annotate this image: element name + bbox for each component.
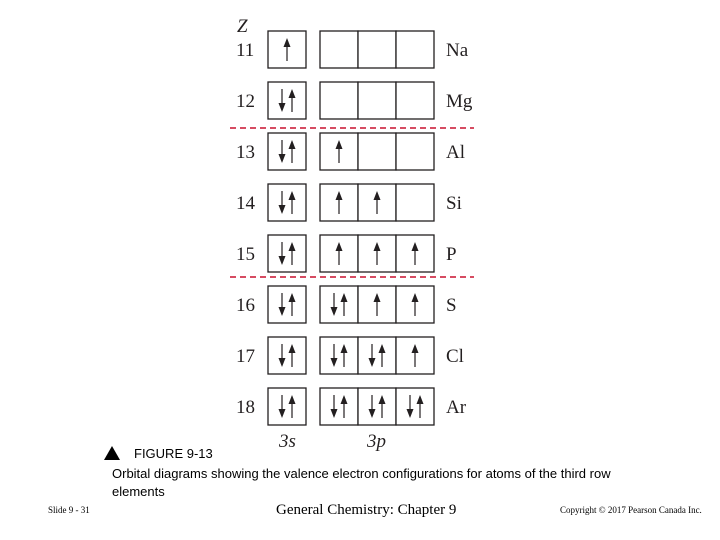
atomic-number: 12 (236, 91, 255, 112)
orbital-box-3p-3 (396, 133, 434, 170)
footer-title: General Chemistry: Chapter 9 (276, 502, 457, 518)
orbital-box-3p-1 (320, 388, 358, 425)
element-symbol: Mg (446, 91, 473, 112)
element-symbol: Al (446, 142, 465, 163)
element-row-si (236, 184, 462, 221)
orbital-label-3s: 3s (279, 431, 296, 452)
orbital-box-3p-3 (396, 184, 434, 221)
orbital-box-3p-2 (358, 82, 396, 119)
element-row-s (236, 286, 457, 323)
atomic-number: 18 (236, 397, 255, 418)
element-symbol: Cl (446, 346, 464, 367)
orbital-box-3s (268, 337, 306, 374)
element-symbol: Na (446, 40, 469, 61)
orbital-box-3p-1 (320, 31, 358, 68)
orbital-box-3p-1 (320, 337, 358, 374)
element-symbol: Si (446, 193, 462, 214)
triangle-up-icon (104, 446, 120, 460)
z-column-header: Z (237, 16, 248, 37)
figure-caption: Orbital diagrams showing the valence electron configurations for atoms of the third row elements (112, 466, 611, 499)
orbital-box-3p-1 (320, 82, 358, 119)
atomic-number: 15 (236, 244, 255, 265)
orbital-box-3s (268, 235, 306, 272)
orbital-box-3p-2 (358, 133, 396, 170)
slide-number: Slide 9 - 31 (48, 505, 90, 515)
orbital-box-3p-2 (358, 337, 396, 374)
element-row-ar (236, 388, 467, 425)
atomic-number: 17 (236, 346, 255, 367)
element-symbol: S (446, 295, 457, 316)
figure-title: FIGURE 9-13 (134, 446, 213, 461)
orbital-box-3s (268, 286, 306, 323)
copyright-notice: Copyright © 2017 Pearson Canada Inc. (560, 505, 702, 515)
orbital-label-3p: 3p (367, 431, 386, 452)
orbital-box-3s (268, 184, 306, 221)
atomic-number: 14 (236, 193, 255, 214)
orbital-box-3p-2 (358, 31, 396, 68)
element-row-mg (236, 82, 473, 119)
orbital-box-3s (268, 388, 306, 425)
element-row-p (236, 235, 457, 272)
orbital-box-3p-1 (320, 286, 358, 323)
atomic-number: 16 (236, 295, 255, 316)
element-row-na (236, 31, 469, 68)
atomic-number: 11 (236, 40, 255, 61)
orbital-box-3p-2 (358, 388, 396, 425)
atomic-number: 13 (236, 142, 255, 163)
orbital-box-3s (268, 133, 306, 170)
element-symbol: Ar (446, 397, 467, 418)
element-row-cl (236, 337, 464, 374)
orbital-box-3p-3 (396, 82, 434, 119)
orbital-box-3p-3 (396, 388, 434, 425)
orbital-box-3s (268, 82, 306, 119)
element-row-al (236, 133, 465, 170)
orbital-box-3p-3 (396, 31, 434, 68)
element-rows (236, 31, 473, 425)
element-symbol: P (446, 244, 457, 265)
